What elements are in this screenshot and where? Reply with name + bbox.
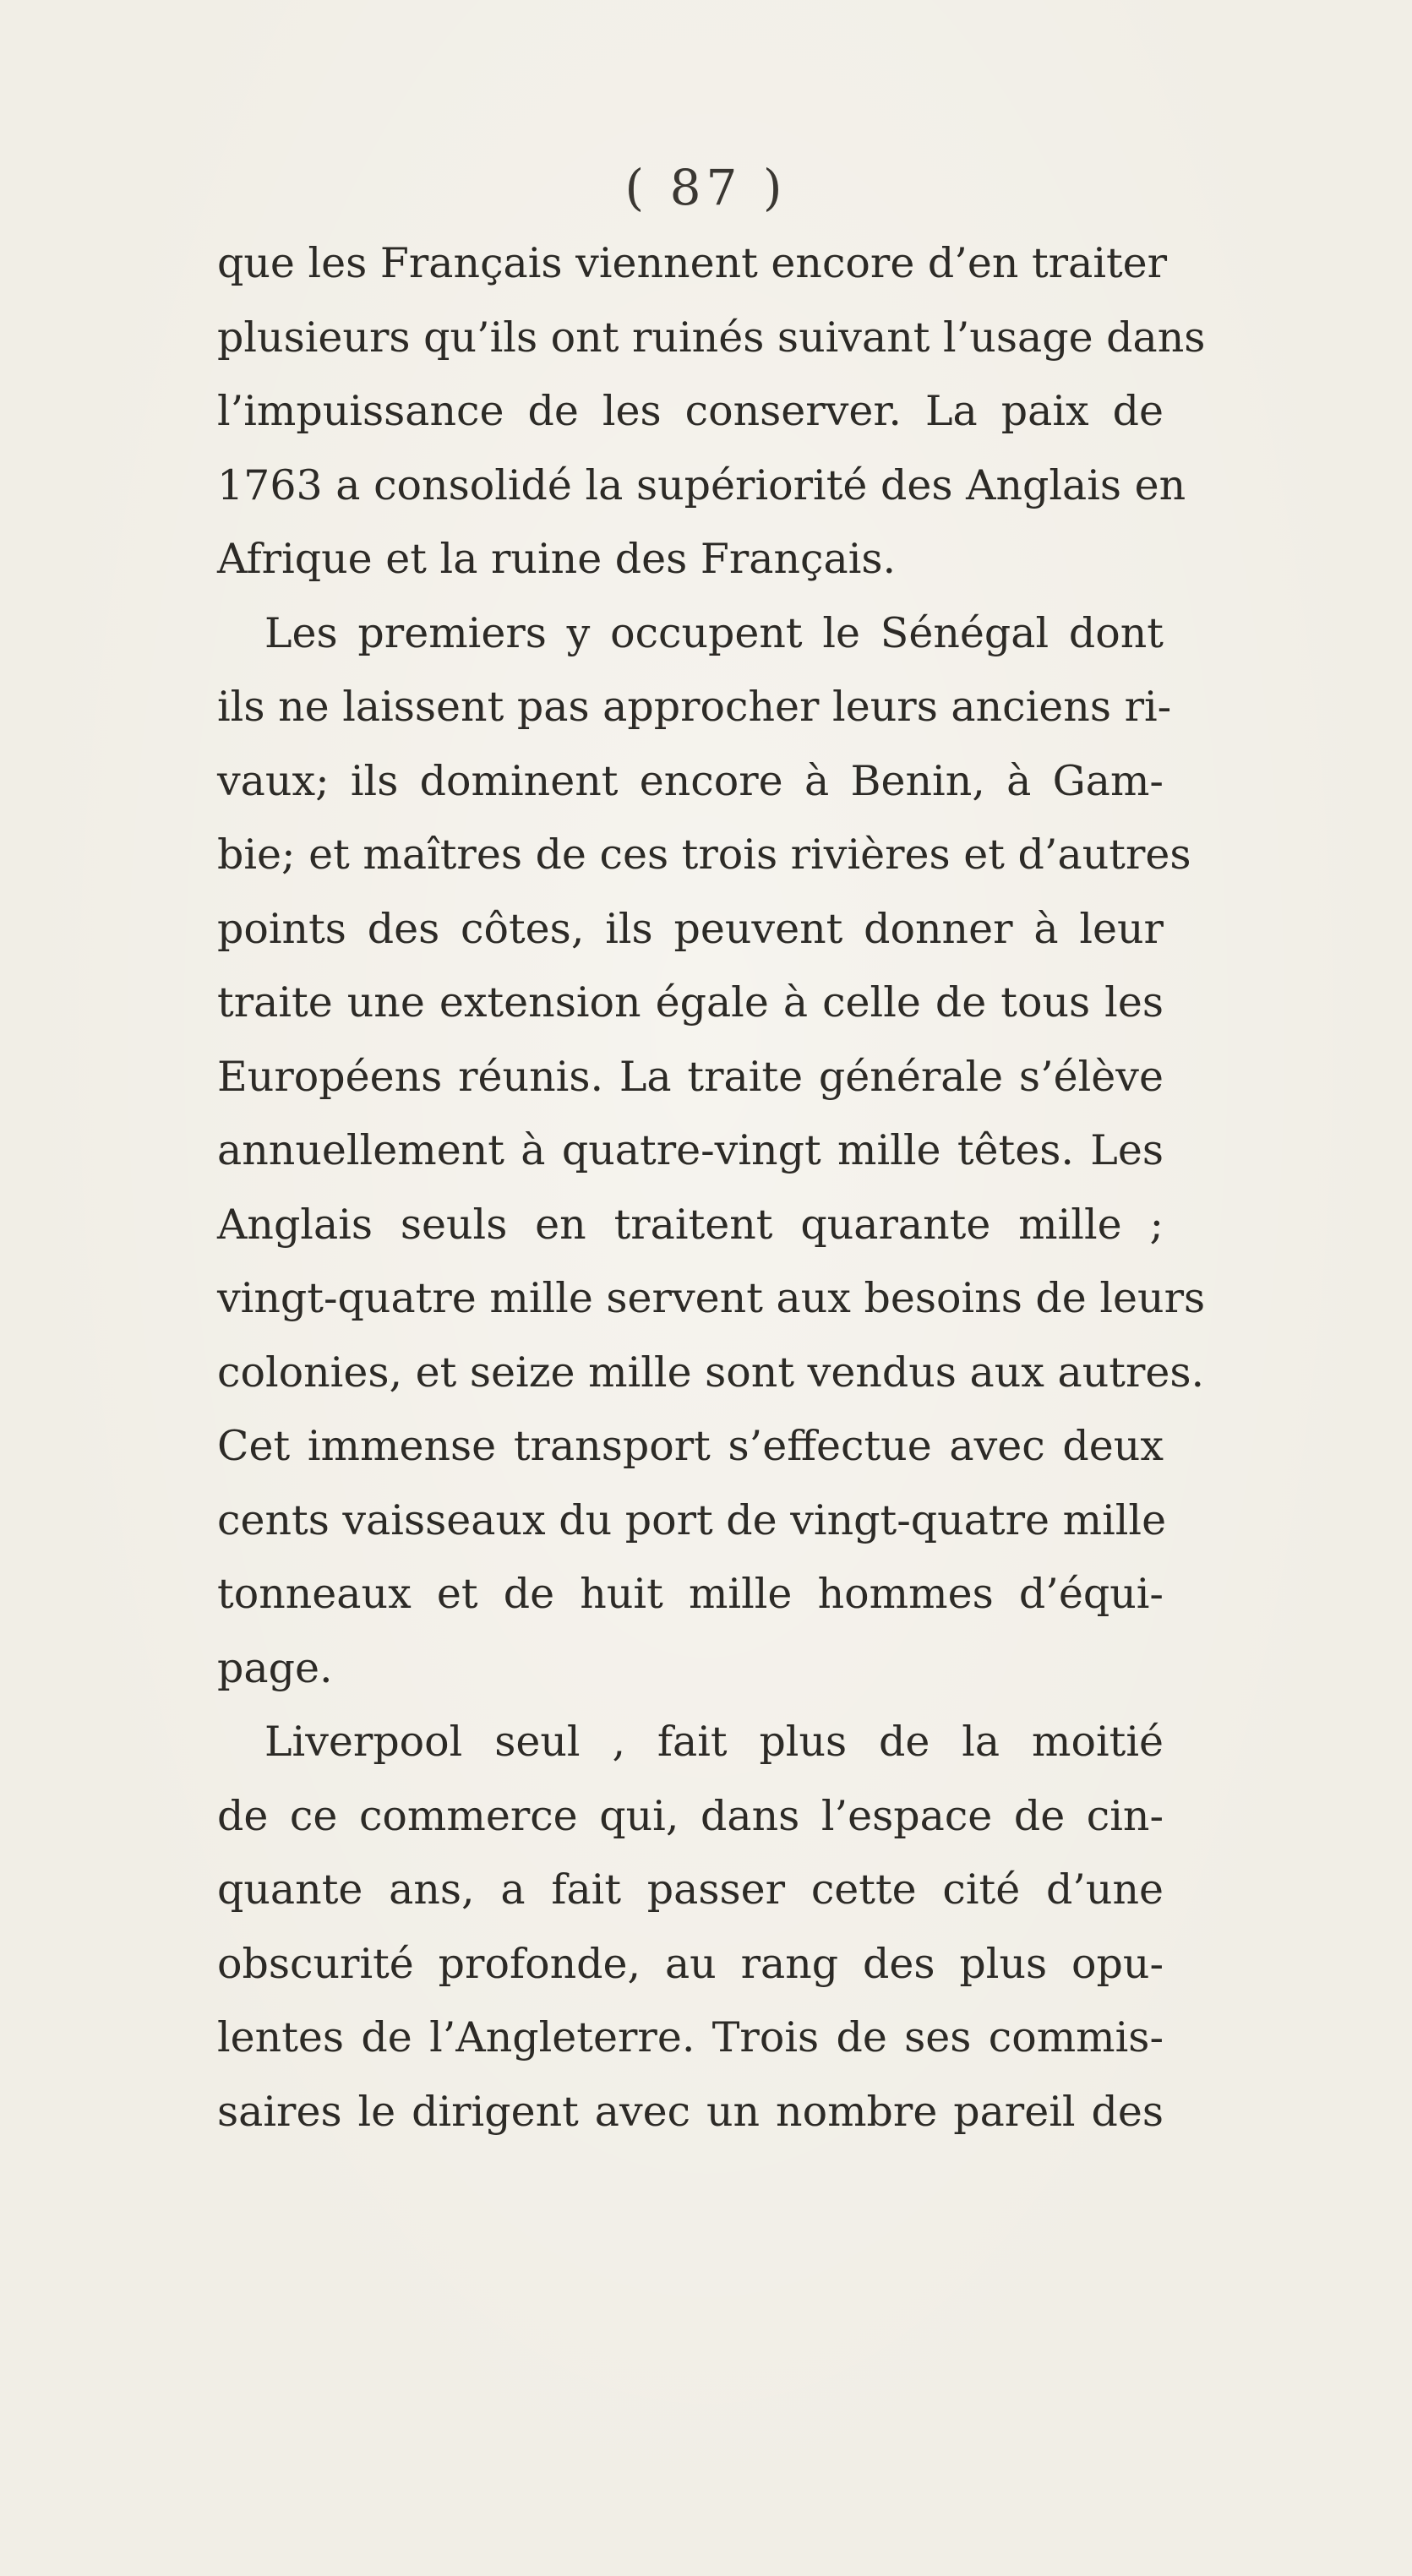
text-line: points des côtes, ils peuvent donner à leur	[217, 904, 1164, 953]
text-line: 1763 a consolidé la supériorité des Anglais en	[217, 460, 1186, 509]
text-line: vingt-quatre mille servent aux besoins de leurs	[217, 1274, 1206, 1322]
page-number: ( 87 )	[624, 159, 788, 216]
text-line: colonies, et seize mille sont vendus aux autres.	[217, 1348, 1205, 1397]
body-text	[217, 226, 1206, 2148]
text-line: bie; et maîtres de ces trois rivières et d’autres	[217, 831, 1191, 879]
text-line: tonneaux et de huit mille hommes d’équi-	[217, 1570, 1164, 1618]
text-line: obscurité profonde, au rang des plus opu-	[217, 1939, 1164, 1988]
text-line: cents vaisseaux du port de vingt-quatre mille	[217, 1495, 1167, 1544]
text-line: Européens réunis. La traite générale s’élève	[217, 1052, 1164, 1101]
paragraph-start-line: Liverpool seul , fait plus de la moitié	[264, 1718, 1164, 1766]
text-line: Afrique et la ruine des Français.	[217, 535, 897, 583]
text-line: ils ne laissent pas approcher leurs anciens ri-	[217, 683, 1172, 731]
text-line: quante ans, a fait passer cette cité d’une	[217, 1865, 1164, 1914]
text-line: lentes de l’Angleterre. Trois de ses commis-	[217, 2013, 1164, 2061]
text-line: que les Français viennent encore d’en traiter	[217, 239, 1168, 287]
text-line: traite une extension égale à celle de tous les	[217, 978, 1164, 1027]
paragraph-start-line: Les premiers y occupent le Sénégal dont	[264, 608, 1164, 657]
text-line: annuellement à quatre-vingt mille têtes. Les	[217, 1126, 1164, 1174]
text-line: l’impuissance de les conserver. La paix de	[217, 387, 1164, 435]
text-line: saires le dirigent avec un nombre pareil des	[217, 2087, 1164, 2136]
text-line: de ce commerce qui, dans l’espace de cin-	[217, 1791, 1164, 1840]
text-line: vaux; ils dominent encore à Benin, à Gam-	[217, 756, 1164, 805]
text-line: Cet immense transport s’effectue avec deux	[217, 1422, 1164, 1470]
text-line: plusieurs qu’ils ont ruinés suivant l’usage dans	[217, 313, 1206, 362]
text-line: page.	[217, 1643, 333, 1692]
text-line: Anglais seuls en traitent quarante mille ;	[217, 1200, 1164, 1249]
